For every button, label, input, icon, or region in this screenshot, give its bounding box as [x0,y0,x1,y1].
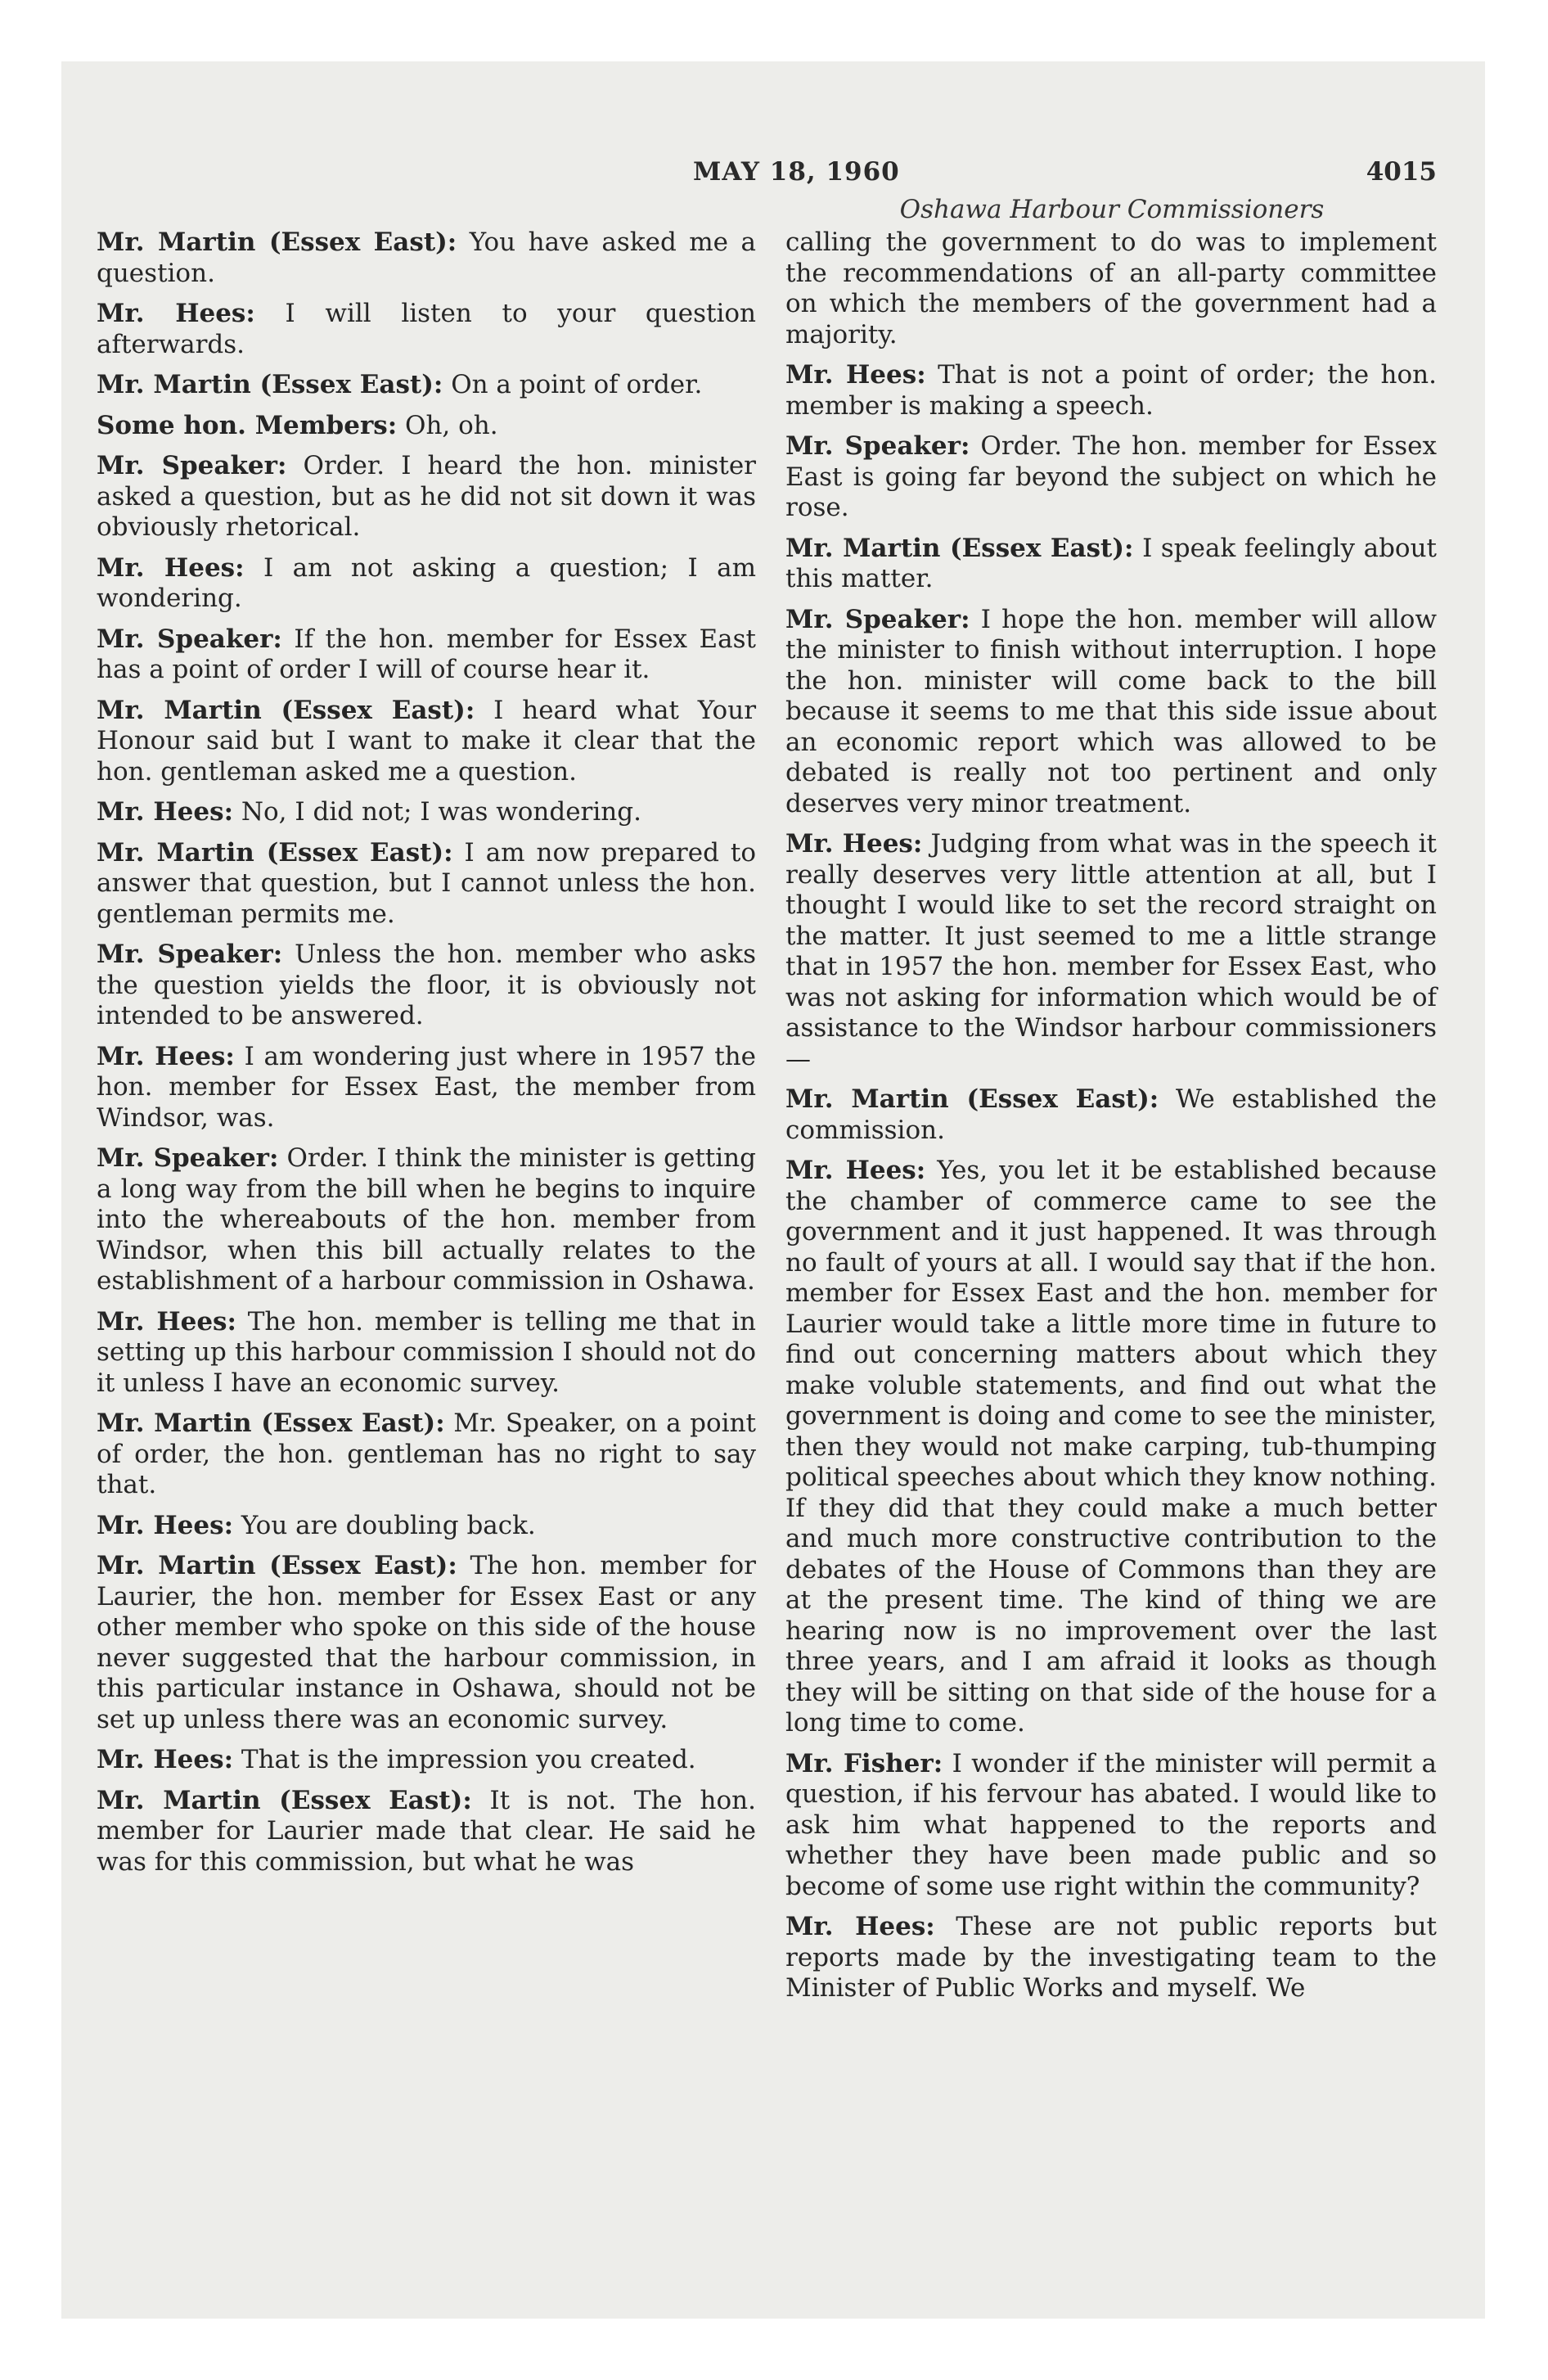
speech-paragraph [785,605,1437,820]
speech-paragraph [97,1143,756,1297]
speech-text: The hon. member is telling me that in setting up this harbour commission I should not do it unless I have an economic survey. [97,1306,756,1398]
speaker-name: Mr. Fisher: [785,1748,943,1778]
speech-text: These are not public reports but reports made by the investigating team to the Minister of Public Works and myself. We [785,1912,1437,2003]
speech-paragraph [97,797,756,828]
page-header [97,157,1437,198]
speech-text: I hope the hon. member will allow the minister to finish without interruption. I hope the hon. minister will come back to the bill because it seems to me that this side issue about an economic report which was allowed to be debated is really not too pertinent and only deserves very minor treatment. [785,604,1437,818]
speech-paragraph [785,534,1437,595]
speaker-name: Mr. Martin (Essex East): [97,1409,445,1438]
speech-paragraph [97,1409,756,1501]
speech-paragraph [97,1307,756,1400]
speaker-name: Mr. Martin (Essex East): [785,1084,1159,1114]
speech-text: It is not. The hon. member for Laurier made that clear. He said he was for this commission, but what he was [97,1785,757,1877]
speaker-name: Mr. Speaker: [97,624,282,654]
speech-paragraph [97,1511,756,1542]
speaker-name: Mr. Speaker: [785,604,970,634]
speech-text: Oh, oh. [405,410,498,440]
right-column [785,228,1437,2014]
speech-text: I heard what Your Honour said but I want to make it clear that the hon. gentleman asked me a question. [97,695,757,787]
speech-paragraph [97,451,756,543]
speech-text: Order. The hon. member for Essex East is going far beyond the subject on which he rose. [785,431,1437,522]
speaker-name: Mr. Martin (Essex East): [97,370,443,399]
page-date: MAY 18, 1960 [693,157,900,187]
page-number: 4015 [1366,157,1437,187]
speaker-name: Mr. Hees: [97,1041,235,1071]
speech-paragraph [785,431,1437,524]
speaker-name: Mr. Martin (Essex East): [97,695,475,725]
speaker-name: Mr. Hees: [97,1306,236,1336]
speech-text: Order. I heard the hon. minister asked a question, but as he did not sit down it was obviously rhetorical. [97,451,756,542]
speaker-name: Mr. Hees: [785,360,926,390]
speaker-name: Mr. Martin (Essex East): [785,533,1134,563]
speaker-name: Some hon. Members: [97,410,398,440]
speaker-name: Mr. Speaker: [97,940,283,969]
speaker-name: Mr. Martin (Essex East): [97,228,457,257]
speaker-name: Mr. Martin (Essex East): [97,1551,457,1580]
speech-paragraph [97,411,756,442]
speech-text: That is the impression you created. [241,1745,696,1774]
speaker-name: Mr. Hees: [97,797,234,827]
speech-paragraph [97,1745,756,1776]
speaker-name: Mr. Hees: [785,1156,926,1185]
speech-paragraph [785,1749,1437,1903]
speech-text: You have asked me a question. [97,228,756,288]
speech-text: We established the commission. [785,1084,1438,1145]
speech-paragraph [97,370,756,401]
speech-text: Mr. Speaker, on a point of order, the hon. gentleman has no right to say that. [97,1409,757,1499]
speech-text: I am wondering just where in 1957 the hon. member for Essex East, the member from Windsor, was. [97,1041,756,1133]
speech-text: calling the government to do was to implement the recommendations of an all-party committee on which the members of the government had a majority. [785,228,1437,349]
speech-paragraph [97,1551,756,1735]
speech-paragraph [785,829,1437,1075]
speech-text: No, I did not; I was wondering. [241,797,641,827]
speech-paragraph [785,360,1437,421]
speech-text: I am now prepared to answer that question, but I cannot unless the hon. gentleman permits me. [97,837,756,929]
speaker-name: Mr. Hees: [97,299,255,328]
speech-text: I wonder if the minister will permit a question, if his fervour has abated. I would like to ask him what happened to the reports and whether they have been made public and so become of some use right within the community? [785,1748,1437,1901]
speech-paragraph [97,1042,756,1134]
speech-paragraph [785,228,1437,350]
speaker-name: Mr. Hees: [97,1510,234,1540]
speech-paragraph [97,1786,756,1878]
speech-text: Judging from what was in the speech it really deserves very little attention at all, but I thought I would like to set the record straight on the matter. It just seemed to me a little strange that in 1957 the hon. member for Essex East, who was not asking for information which would be of assistance to the Windsor harbour commissioners— [785,829,1437,1074]
speaker-name: Mr. Speaker: [785,431,970,461]
speech-paragraph [97,553,756,615]
speech-text: The hon. member for Laurier, the hon. member for Essex East or any other member who spoke on this side of the house never suggested that the harbour commission, in this particular instance in Oshawa, should not be set up unless there was an economic survey. [97,1551,756,1734]
speaker-name: Mr. Hees: [785,1912,935,1941]
speaker-name: Mr. Hees: [97,1745,234,1774]
speech-text: On a point of order. [451,370,703,399]
left-column [97,228,756,1887]
speech-paragraph [97,299,756,360]
speech-text: Unless the hon. member who asks the question yields the floor, it is obviously not intended to be answered. [97,940,756,1030]
speech-text: I will listen to your question afterwards. [97,299,756,359]
speech-paragraph [97,940,756,1032]
speaker-name: Mr. Martin (Essex East): [97,1785,472,1815]
speaker-name: Mr. Martin (Essex East): [97,837,453,868]
speaker-name: Mr. Hees: [785,829,923,859]
speaker-name: Mr. Speaker: [97,1143,279,1173]
speech-text: I am not asking a question; I am wondering. [97,552,757,613]
speech-paragraph [97,228,756,289]
speech-text: That is not a point of order; the hon. member is making a speech. [785,360,1437,421]
speech-paragraph [97,624,756,686]
speech-paragraph [97,838,756,931]
speech-text: Yes, you let it be established because the chamber of commerce came to see the government and it just happened. It was through no fault of yours at all. I would say that if the hon. member for Essex East and the hon. member for Laurier would take a little more time in future to find out concerning matters about which they make voluble statements, and find out what the government is doing and come to see the minister, then they would not make carping, tub-thumping political speeches about which they know nothing. If they did that they could make a much better and much more constructive contribution to the debates of the House of Commons than they are at the present time. The kind of thing we are hearing now is no improvement over the last three years, and I am afraid it looks as though they will be sitting on that side of the house for a long time to come. [785,1156,1437,1738]
speech-paragraph [785,1912,1437,2004]
speech-paragraph [785,1084,1437,1146]
speech-text: If the hon. member for Essex East has a point of order I will of course hear it. [97,624,756,684]
speech-text: I speak feelingly about this matter. [785,533,1438,593]
speaker-name: Mr. Hees: [97,552,245,583]
speech-paragraph [785,1156,1437,1739]
speech-paragraph [97,696,756,788]
speech-text: You are doubling back. [241,1510,536,1540]
speech-text: Order. I think the minister is getting a long way from the bill when he begins to inquire into the whereabouts of the hon. member from Windsor, when this bill actually relates to the establishment of a harbour commission in Oshawa. [97,1143,756,1296]
running-subject-heading: Oshawa Harbour Commissioners [899,195,1325,224]
speaker-name: Mr. Speaker: [97,451,287,480]
